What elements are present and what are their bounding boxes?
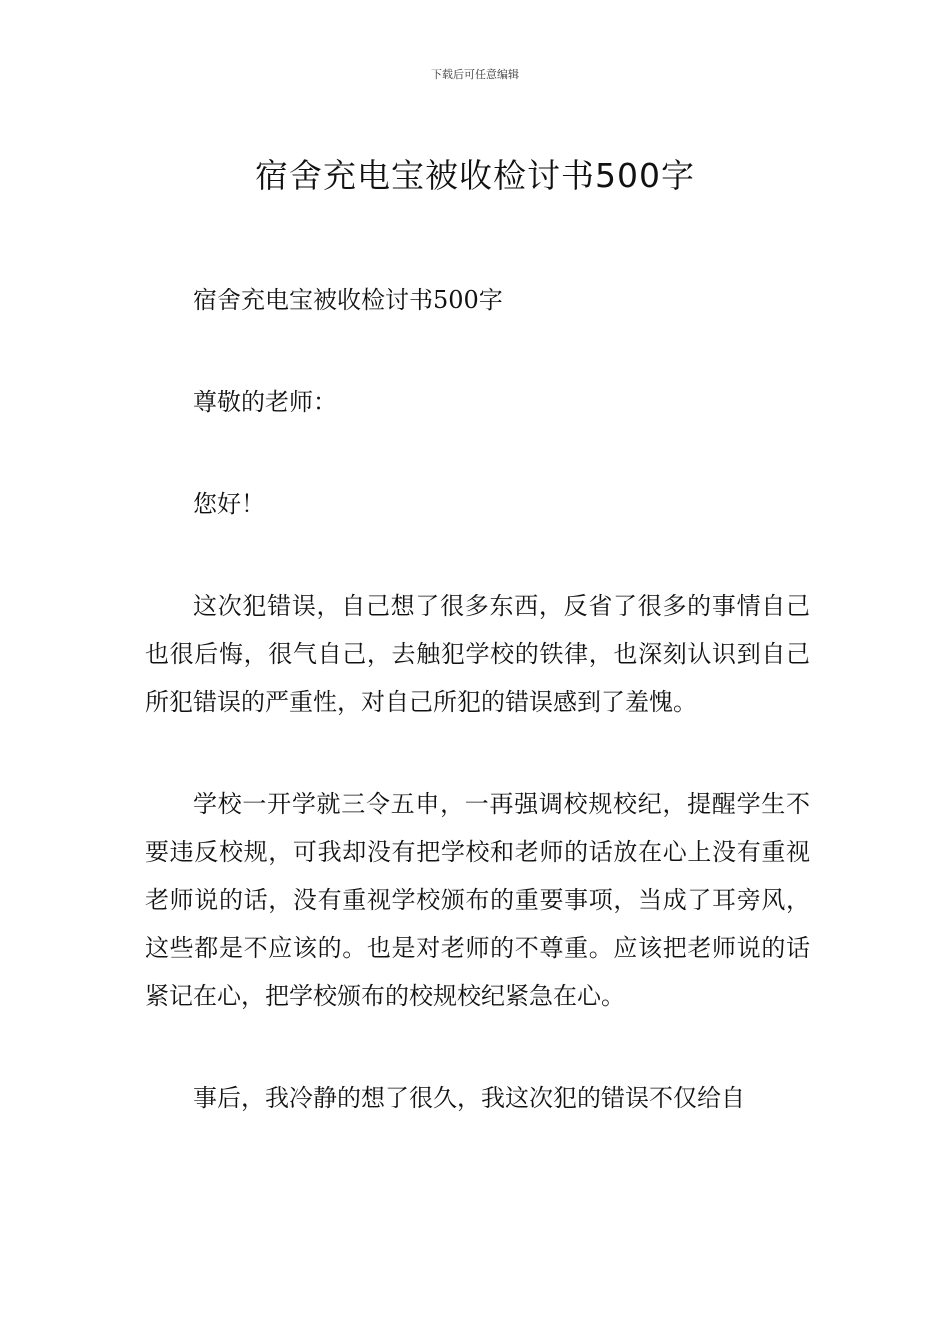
paragraph-body-1: 这次犯错误，自己想了很多东西，反省了很多的事情自己也很后悔，很气自己，去触犯学校的铁律，也深刻认识到自己所犯错误的严重性，对自己所犯的错误感到了羞愧。: [145, 592, 810, 716]
header-note: 下载后可任意编辑: [431, 68, 519, 81]
paragraph-salutation: 尊敬的老师：: [193, 388, 337, 416]
paragraph-greeting: 您好！: [193, 490, 265, 518]
document-body: [145, 276, 810, 1176]
paragraph-body-2: 学校一开学就三令五申，一再强调校规校纪，提醒学生不要违反校规，可我却没有把学校和老师的话放在心上没有重视老师说的话，没有重视学校颁布的重要事项，当成了耳旁风，这些都是不应该的。也是对老师的不尊重。应该把老师说的话紧记在心，把学校颁布的校规校纪紧急在心。: [145, 790, 810, 1010]
paragraph-body-3: 事后，我冷静的想了很久，我这次犯的错误不仅给自: [193, 1084, 745, 1112]
document-title: 宿舍充电宝被收检讨书500字: [255, 156, 695, 196]
paragraph-subtitle: 宿舍充电宝被收检讨书500字: [193, 286, 503, 314]
